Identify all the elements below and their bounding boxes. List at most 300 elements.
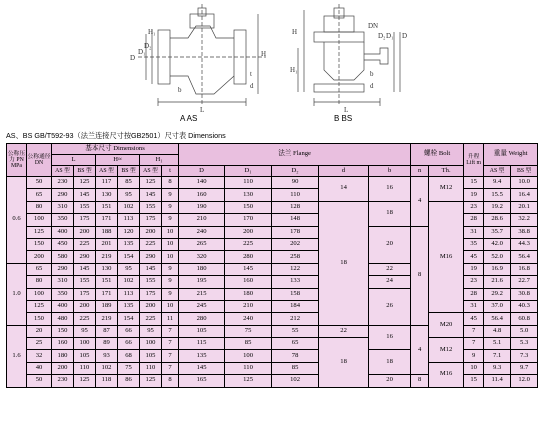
h-bs-cell: 86 [118,375,140,387]
lift-cell: 31 [464,226,484,238]
weight-as-cell: 42.0 [484,238,511,250]
flange-d1-cell: 200 [225,226,272,238]
flange-d2-cell: 102 [272,375,319,387]
flange-d-cell: 195 [179,276,225,288]
table-row [7,338,538,350]
flange-d1-cell: 180 [225,288,272,300]
t-cell: 9 [162,189,179,201]
dn-cell: 50 [27,375,52,387]
h1-cell: 145 [140,189,162,201]
svg-text:DN: DN [368,22,379,30]
t-cell: 7 [162,325,179,337]
flange-d-cell: 165 [179,375,225,387]
flange-d-cell: 280 [179,313,225,325]
l-bs-cell: 290 [74,251,96,263]
flange-d-cell: 145 [179,362,225,374]
table-row [7,201,538,213]
table-row [7,177,538,189]
flange-b-cell: 16 [369,325,411,350]
h-as-cell: 118 [96,375,118,387]
l-as-cell: 160 [52,338,74,350]
header-l-as: AS 型 [52,166,74,177]
as-label: A AS [180,114,198,123]
flange-small-d-cell: 14 [319,177,369,202]
t-cell: 9 [162,263,179,275]
header-dn: 公称通径 DN [27,144,52,177]
l-as-cell: 290 [52,263,74,275]
h1-cell: 200 [140,226,162,238]
flange-d-cell: 115 [179,338,225,350]
l-bs-cell: 95 [74,325,96,337]
flange-d2-cell: 85 [272,362,319,374]
h1-cell: 100 [140,338,162,350]
h-as-cell: 130 [96,263,118,275]
t-cell: 7 [162,362,179,374]
flange-d2-cell: 65 [272,338,319,350]
h-as-cell: 219 [96,313,118,325]
svg-text:D: D [402,32,408,40]
table-caption: AS、BS GB/T592-93（法兰连接尺寸按GB2501）尺寸表 Dimensions [6,131,226,140]
weight-bs-cell: 5.0 [511,325,538,337]
lift-cell: 28 [464,288,484,300]
h-as-cell: 151 [96,276,118,288]
flange-d1-cell: 145 [225,263,272,275]
header-pn: 公称压力 PN MPa [7,144,27,177]
flange-d-cell: 105 [179,325,225,337]
flange-d1-cell: 280 [225,251,272,263]
valve-drawing-svg [118,4,418,128]
flange-d-cell: 265 [179,238,225,250]
flange-small-d-cell: 18 [319,338,369,388]
l-as-cell: 580 [52,251,74,263]
flange-d-cell: 180 [179,263,225,275]
bolt-n-cell: 4 [411,177,429,227]
svg-text:D₁: D₁ [138,48,146,56]
table-row [7,313,538,325]
flange-d-cell: 140 [179,177,225,189]
dn-cell: 40 [27,362,52,374]
l-bs-cell: 105 [74,350,96,362]
l-as-cell: 230 [52,375,74,387]
flange-d2-cell: 55 [272,325,319,337]
h-as-cell: 117 [96,177,118,189]
flange-d-cell: 190 [179,201,225,213]
svg-text:d: d [370,82,374,90]
svg-text:D: D [130,54,136,62]
flange-d-cell: 240 [179,226,225,238]
flange-d1-cell: 75 [225,325,272,337]
l-bs-cell: 155 [74,276,96,288]
h-as-cell: 171 [96,214,118,226]
t-cell: 9 [162,276,179,288]
h-as-cell: 87 [96,325,118,337]
h-as-cell: 130 [96,189,118,201]
svg-text:D₁: D₁ [386,32,394,40]
l-bs-cell: 110 [74,362,96,374]
h1-cell: 95 [140,325,162,337]
weight-bs-cell: 32.2 [511,214,538,226]
flange-b-cell: 26 [369,288,411,325]
l-as-cell: 150 [52,325,74,337]
flange-d1-cell: 160 [225,276,272,288]
header-b: b [369,166,411,177]
header-lift: 升程 Lift m [464,144,484,177]
l-bs-cell: 145 [74,263,96,275]
lift-cell: 15 [464,177,484,189]
h-as-cell: 171 [96,288,118,300]
header-h1-as: AS 型 [140,166,162,177]
weight-bs-cell: 20.1 [511,201,538,213]
l-bs-cell: 155 [74,201,96,213]
flange-d2-cell: 78 [272,350,319,362]
l-as-cell: 450 [52,238,74,250]
t-cell: 9 [162,214,179,226]
l-bs-cell: 100 [74,338,96,350]
dn-cell: 150 [27,238,52,250]
t-cell: 10 [162,300,179,312]
flange-b-cell: 16 [369,177,411,202]
dn-cell: 125 [27,226,52,238]
weight-as-cell: 16.9 [484,263,511,275]
lift-cell: 45 [464,313,484,325]
dimensions-table [6,143,538,388]
h-bs-cell: 135 [118,300,140,312]
weight-bs-cell: 9.7 [511,362,538,374]
weight-as-cell: 5.1 [484,338,511,350]
header-l-bs: BS 型 [74,166,96,177]
flange-b-cell: 20 [369,375,411,387]
l-as-cell: 310 [52,276,74,288]
lift-cell: 23 [464,276,484,288]
flange-d-cell: 245 [179,300,225,312]
l-bs-cell: 225 [74,313,96,325]
header-l: L [52,155,96,166]
lift-cell: 19 [464,189,484,201]
h1-cell: 200 [140,300,162,312]
l-bs-cell: 175 [74,214,96,226]
h-as-cell: 89 [96,338,118,350]
flange-d1-cell: 150 [225,201,272,213]
header-d-small: d [319,166,369,177]
svg-text:L: L [344,106,349,114]
h-bs-cell: 75 [118,362,140,374]
header-flange: 法兰 Flange [179,144,411,166]
svg-text:L: L [200,106,205,114]
t-cell: 8 [162,177,179,189]
dn-cell: 125 [27,300,52,312]
weight-bs-cell: 44.3 [511,238,538,250]
t-cell: 8 [162,375,179,387]
t-cell: 9 [162,201,179,213]
as-dim-h1: H₁ [148,28,156,36]
weight-as-cell: 9.4 [484,177,511,189]
flange-d1-cell: 240 [225,313,272,325]
dn-cell: 100 [27,288,52,300]
pn-cell: 1.6 [7,325,27,387]
l-as-cell: 480 [52,313,74,325]
lift-cell: 35 [464,238,484,250]
svg-text:H₁: H₁ [290,66,298,74]
flange-d1-cell: 110 [225,362,272,374]
lift-cell: 10 [464,362,484,374]
flange-d1-cell: 130 [225,189,272,201]
bolt-n-cell: 4 [411,325,429,375]
flange-d1-cell: 170 [225,214,272,226]
flange-d1-cell: 125 [225,375,272,387]
flange-d2-cell: 158 [272,288,319,300]
flange-b-cell: 18 [369,201,411,226]
lift-cell: 28 [464,214,484,226]
h-bs-cell: 154 [118,251,140,263]
lift-cell: 9 [464,350,484,362]
dn-cell: 65 [27,263,52,275]
weight-as-cell: 11.4 [484,375,511,387]
svg-text:b: b [370,70,374,78]
svg-text:d: d [250,82,254,90]
flange-b-cell: 18 [369,350,411,375]
weight-as-cell: 7.1 [484,350,511,362]
t-cell: 11 [162,313,179,325]
header-d1: D₁ [225,166,272,177]
l-bs-cell: 200 [74,300,96,312]
t-cell: 10 [162,251,179,263]
l-as-cell: 400 [52,226,74,238]
h-as-cell: 151 [96,201,118,213]
table-row [7,362,538,374]
weight-bs-cell: 60.8 [511,313,538,325]
flange-d2-cell: 90 [272,177,319,189]
weight-bs-cell: 22.7 [511,276,538,288]
lift-cell: 7 [464,338,484,350]
weight-as-cell: 28.6 [484,214,511,226]
dn-cell: 25 [27,338,52,350]
flange-d-cell: 320 [179,251,225,263]
weight-as-cell: 9.3 [484,362,511,374]
header-n: n [411,166,429,177]
header-h: H≈ [96,155,140,166]
h1-cell: 225 [140,313,162,325]
svg-text:D₂: D₂ [144,42,152,50]
svg-text:H: H [292,28,298,36]
header-bolt: 螺栓 Bolt [411,144,464,166]
h1-cell: 125 [140,177,162,189]
weight-as-cell: 15.5 [484,189,511,201]
flange-b-cell: 20 [369,226,411,263]
bs-label: B BS [334,114,353,123]
weight-bs-cell: 10.0 [511,177,538,189]
lift-cell: 31 [464,300,484,312]
h1-cell: 155 [140,276,162,288]
header-th: Th. [429,166,464,177]
h-bs-cell: 113 [118,288,140,300]
bolt-th-cell: M12 [429,177,464,202]
flange-d1-cell: 100 [225,350,272,362]
lift-cell: 23 [464,201,484,213]
dn-cell: 80 [27,276,52,288]
l-bs-cell: 125 [74,375,96,387]
bolt-th-cell: M16 [429,362,464,387]
flange-d1-cell: 85 [225,338,272,350]
l-as-cell: 350 [52,214,74,226]
l-bs-cell: 125 [74,177,96,189]
l-bs-cell: 145 [74,189,96,201]
flange-d2-cell: 122 [272,263,319,275]
h-bs-cell: 68 [118,350,140,362]
h1-cell: 110 [140,362,162,374]
bolt-th-cell: M20 [429,313,464,338]
h-bs-cell: 95 [118,263,140,275]
flange-small-d-cell: 22 [319,325,369,337]
h-as-cell: 201 [96,238,118,250]
h-bs-cell: 154 [118,313,140,325]
svg-text:D₂: D₂ [378,32,386,40]
flange-d1-cell: 110 [225,177,272,189]
h-bs-cell: 66 [118,325,140,337]
h-bs-cell: 66 [118,338,140,350]
lift-cell: 45 [464,251,484,263]
weight-as-cell: 35.7 [484,226,511,238]
header-h-bs: BS 型 [118,166,140,177]
flange-d2-cell: 178 [272,226,319,238]
weight-as-cell: 19.2 [484,201,511,213]
dn-cell: 50 [27,177,52,189]
weight-as-cell: 37.0 [484,300,511,312]
lift-cell: 15 [464,375,484,387]
table-body [7,177,538,388]
l-bs-cell: 225 [74,238,96,250]
header-weight-as: AS 型 [484,166,511,177]
weight-bs-cell: 12.0 [511,375,538,387]
bolt-th-cell: M16 [429,201,464,313]
flange-b-cell: 24 [369,276,411,288]
h-as-cell: 93 [96,350,118,362]
pn-cell: 1.0 [7,263,27,325]
lift-cell: 7 [464,325,484,337]
l-as-cell: 230 [52,177,74,189]
flange-d-cell: 210 [179,214,225,226]
weight-as-cell: 52.0 [484,251,511,263]
bolt-th-cell: M12 [429,338,464,363]
h-bs-cell: 102 [118,276,140,288]
weight-bs-cell: 16.8 [511,263,538,275]
header-d2: D₂ [272,166,319,177]
flange-d1-cell: 225 [225,238,272,250]
h-bs-cell: 135 [118,238,140,250]
l-as-cell: 350 [52,288,74,300]
weight-bs-cell: 5.3 [511,338,538,350]
h1-cell: 125 [140,375,162,387]
lift-cell: 19 [464,263,484,275]
flange-d-cell: 160 [179,189,225,201]
t-cell: 10 [162,238,179,250]
flange-d2-cell: 258 [272,251,319,263]
header-basic-dims: 基本尺寸 Dimensions [52,144,179,155]
t-cell: 9 [162,288,179,300]
h-bs-cell: 102 [118,201,140,213]
l-as-cell: 310 [52,201,74,213]
weight-as-cell: 4.8 [484,325,511,337]
h-as-cell: 219 [96,251,118,263]
dn-cell: 100 [27,214,52,226]
l-as-cell: 400 [52,300,74,312]
dn-cell: 32 [27,350,52,362]
h1-cell: 290 [140,251,162,263]
h-as-cell: 188 [96,226,118,238]
header-h1: H₁ [140,155,179,166]
flange-d2-cell: 128 [272,201,319,213]
pn-cell: 0.6 [7,177,27,264]
h-bs-cell: 113 [118,214,140,226]
weight-bs-cell: 56.4 [511,251,538,263]
flange-d1-cell: 210 [225,300,272,312]
weight-as-cell: 56.4 [484,313,511,325]
svg-text:b: b [178,86,182,94]
dn-cell: 65 [27,189,52,201]
weight-bs-cell: 7.3 [511,350,538,362]
h1-cell: 145 [140,263,162,275]
flange-d2-cell: 110 [272,189,319,201]
header-d: D [179,166,225,177]
weight-bs-cell: 38.8 [511,226,538,238]
bolt-n-cell: 8 [411,375,429,387]
t-cell: 7 [162,350,179,362]
weight-bs-cell: 16.4 [511,189,538,201]
valve-drawings [118,4,418,128]
l-as-cell: 180 [52,350,74,362]
t-cell: 10 [162,226,179,238]
flange-d2-cell: 202 [272,238,319,250]
h-bs-cell: 120 [118,226,140,238]
dn-cell: 200 [27,251,52,263]
h-bs-cell: 85 [118,177,140,189]
dn-cell: 150 [27,313,52,325]
flange-d2-cell: 133 [272,276,319,288]
l-bs-cell: 200 [74,226,96,238]
h1-cell: 225 [140,238,162,250]
header-weight: 重量 Weight [484,144,538,166]
h-as-cell: 189 [96,300,118,312]
weight-as-cell: 21.6 [484,276,511,288]
h1-cell: 175 [140,214,162,226]
header-t: t [162,166,179,177]
flange-small-d-cell: 18 [319,201,369,325]
l-bs-cell: 175 [74,288,96,300]
h1-cell: 155 [140,201,162,213]
dn-cell: 20 [27,325,52,337]
t-cell: 7 [162,338,179,350]
h-bs-cell: 95 [118,189,140,201]
weight-as-cell: 29.2 [484,288,511,300]
header-h-as: AS 型 [96,166,118,177]
flange-b-cell: 22 [369,263,411,275]
h-as-cell: 102 [96,362,118,374]
l-as-cell: 200 [52,362,74,374]
weight-bs-cell: 40.3 [511,300,538,312]
flange-d2-cell: 148 [272,214,319,226]
svg-text:t: t [250,70,252,78]
weight-bs-cell: 30.8 [511,288,538,300]
header-weight-bs: BS 型 [511,166,538,177]
dn-cell: 80 [27,201,52,213]
bolt-n-cell: 8 [411,226,429,325]
flange-d-cell: 135 [179,350,225,362]
l-as-cell: 290 [52,189,74,201]
flange-d2-cell: 212 [272,313,319,325]
h1-cell: 105 [140,350,162,362]
flange-d-cell: 215 [179,288,225,300]
flange-d2-cell: 184 [272,300,319,312]
h1-cell: 175 [140,288,162,300]
